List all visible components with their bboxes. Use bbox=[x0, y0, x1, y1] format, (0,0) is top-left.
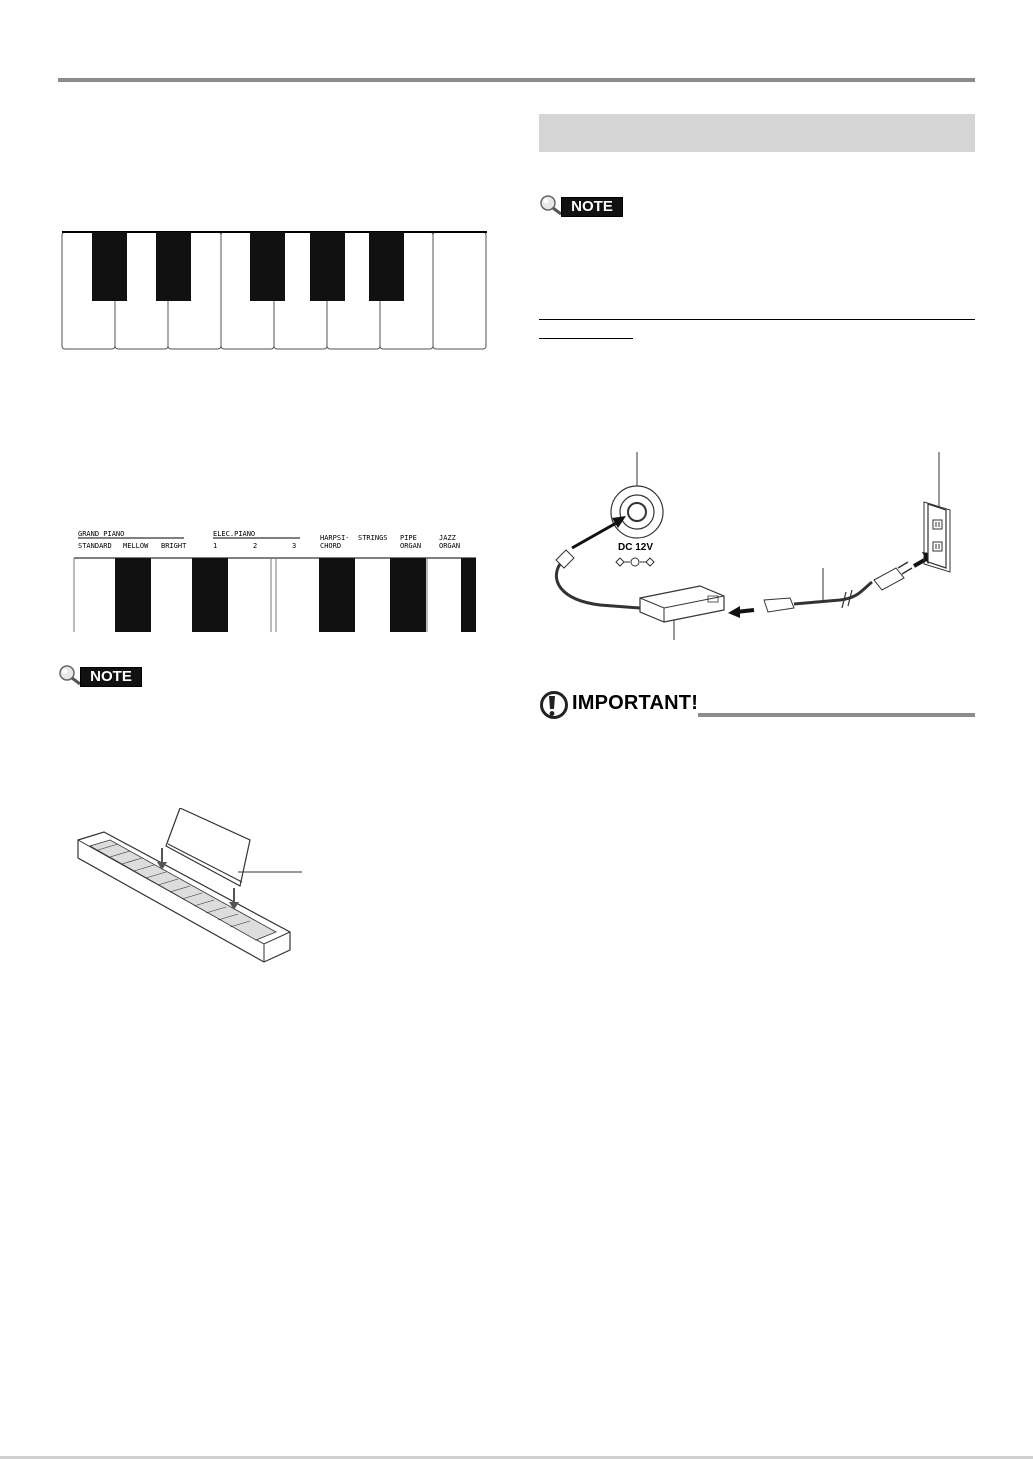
important-icon bbox=[539, 690, 569, 720]
tone-label-harpsi-line1: HARPSI- bbox=[320, 534, 350, 542]
group-label-grand-piano: GRAND PIANO bbox=[78, 530, 125, 538]
top-rule bbox=[58, 78, 975, 82]
note-badge-left bbox=[58, 664, 142, 686]
section-heading-bar bbox=[539, 114, 975, 152]
tone-label-pipe-line2: ORGAN bbox=[400, 542, 422, 550]
underline-rule bbox=[539, 338, 633, 339]
tone-label-ep1: 1 bbox=[213, 542, 218, 550]
tone-label-harpsi-line2: CHORD bbox=[320, 542, 342, 550]
power-connection-diagram bbox=[540, 450, 970, 650]
power-diagram-drawing bbox=[540, 450, 970, 650]
important-title: IMPORTANT! bbox=[572, 692, 699, 714]
keyboard-octave-illustration bbox=[60, 230, 490, 352]
piano-music-stand-illustration bbox=[70, 808, 310, 976]
tone-label-jazz-line2: ORGAN bbox=[439, 542, 461, 550]
tone-label-pipe-line1: PIPE bbox=[400, 534, 417, 542]
note-label: NOTE bbox=[80, 667, 142, 687]
magnifier-icon bbox=[58, 664, 82, 686]
dc-jack-label: DC 12V bbox=[618, 542, 654, 553]
group-label-elec-piano: ELEC.PIANO bbox=[213, 530, 256, 538]
tone-label-jazz-line1: JAZZ bbox=[439, 534, 456, 542]
note-label: NOTE bbox=[561, 197, 623, 217]
note-badge-right bbox=[539, 194, 623, 216]
tone-label-ep2: 2 bbox=[253, 542, 258, 550]
tone-label-ep3: 3 bbox=[292, 542, 297, 550]
important-rule bbox=[698, 713, 975, 717]
tone-label-mellow: MELLOW bbox=[123, 542, 149, 550]
tone-label-bright: BRIGHT bbox=[161, 542, 187, 550]
tone-panel-keys bbox=[72, 528, 482, 634]
tone-panel-illustration bbox=[72, 528, 482, 634]
divider-rule bbox=[539, 319, 975, 320]
magnifier-icon bbox=[539, 194, 563, 216]
tone-label-strings: STRINGS bbox=[358, 534, 388, 542]
tone-label-standard: STANDARD bbox=[78, 542, 112, 550]
